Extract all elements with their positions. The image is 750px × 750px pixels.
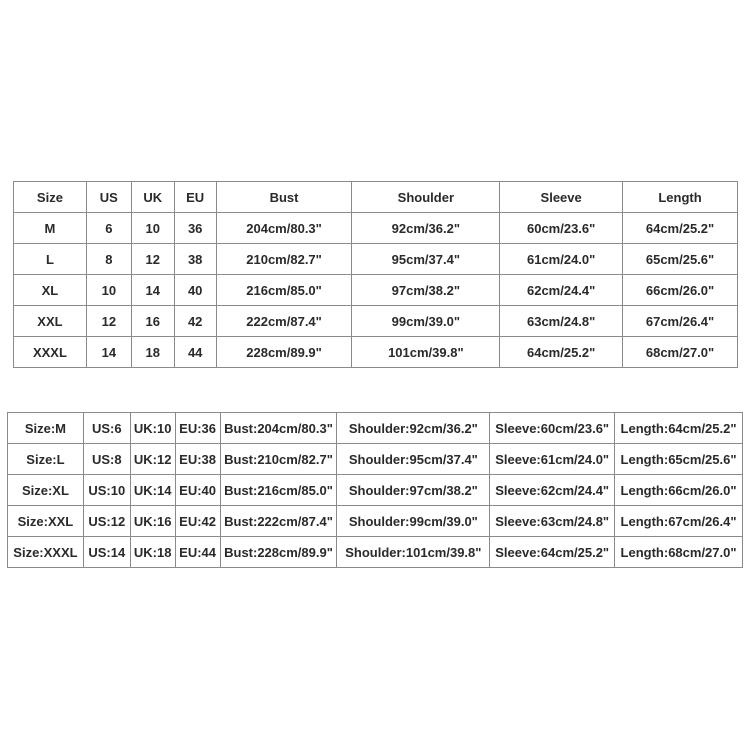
table-cell: Size:L: [8, 444, 84, 475]
table-cell: 18: [131, 337, 174, 368]
header-cell: Size: [14, 182, 87, 213]
table-cell: 6: [86, 213, 131, 244]
table-cell: 95cm/37.4": [352, 244, 500, 275]
table-cell: UK:14: [130, 475, 175, 506]
table-cell: Bust:228cm/89.9": [220, 537, 337, 568]
table-cell: 92cm/36.2": [352, 213, 500, 244]
table-cell: UK:18: [130, 537, 175, 568]
table-cell: Shoulder:92cm/36.2": [337, 413, 490, 444]
table-cell: Sleeve:62cm/24.4": [490, 475, 615, 506]
table-cell: 12: [131, 244, 174, 275]
labeled-size-table: [7, 412, 743, 568]
table-cell: 64cm/25.2": [623, 213, 738, 244]
table-cell: Length:65cm/25.6": [615, 444, 743, 475]
table-cell: 14: [131, 275, 174, 306]
table-cell: 101cm/39.8": [352, 337, 500, 368]
table-cell: 36: [174, 213, 216, 244]
table-cell: 10: [86, 275, 131, 306]
table-cell: Size:XXL: [8, 506, 84, 537]
table-cell: 204cm/80.3": [216, 213, 352, 244]
table-cell: XXXL: [14, 337, 87, 368]
table-cell: Size:M: [8, 413, 84, 444]
table-cell: Sleeve:61cm/24.0": [490, 444, 615, 475]
table-row: [8, 506, 743, 537]
table-cell: 67cm/26.4": [623, 306, 738, 337]
table-cell: Shoulder:99cm/39.0": [337, 506, 490, 537]
header-cell: Shoulder: [352, 182, 500, 213]
table-cell: US:6: [83, 413, 130, 444]
table-row: [8, 444, 743, 475]
table-cell: EU:38: [175, 444, 220, 475]
table-cell: Shoulder:101cm/39.8": [337, 537, 490, 568]
table-cell: US:8: [83, 444, 130, 475]
table-cell: 62cm/24.4": [500, 275, 623, 306]
table-cell: 61cm/24.0": [500, 244, 623, 275]
header-cell: Bust: [216, 182, 352, 213]
table-cell: Length:66cm/26.0": [615, 475, 743, 506]
table-cell: Shoulder:97cm/38.2": [337, 475, 490, 506]
table-cell: Bust:204cm/80.3": [220, 413, 337, 444]
table-cell: 68cm/27.0": [623, 337, 738, 368]
table-cell: Length:67cm/26.4": [615, 506, 743, 537]
table-cell: UK:12: [130, 444, 175, 475]
size-chart-table: [13, 181, 738, 368]
table-cell: EU:40: [175, 475, 220, 506]
table-cell: Sleeve:60cm/23.6": [490, 413, 615, 444]
table-cell: 8: [86, 244, 131, 275]
table-row: [14, 213, 738, 244]
table-cell: 64cm/25.2": [500, 337, 623, 368]
table-cell: Size:XL: [8, 475, 84, 506]
header-cell: US: [86, 182, 131, 213]
table-cell: Shoulder:95cm/37.4": [337, 444, 490, 475]
table-cell: Sleeve:64cm/25.2": [490, 537, 615, 568]
table-cell: L: [14, 244, 87, 275]
table-cell: 210cm/82.7": [216, 244, 352, 275]
table-cell: Bust:216cm/85.0": [220, 475, 337, 506]
table-row: [14, 244, 738, 275]
table-cell: 10: [131, 213, 174, 244]
table-row: [8, 537, 743, 568]
table-cell: UK:10: [130, 413, 175, 444]
header-cell: UK: [131, 182, 174, 213]
header-cell: EU: [174, 182, 216, 213]
table-cell: 65cm/25.6": [623, 244, 738, 275]
table-cell: 12: [86, 306, 131, 337]
table-cell: Length:68cm/27.0": [615, 537, 743, 568]
table-row: [14, 306, 738, 337]
table-cell: Sleeve:63cm/24.8": [490, 506, 615, 537]
table-cell: EU:42: [175, 506, 220, 537]
table-cell: US:12: [83, 506, 130, 537]
table-cell: M: [14, 213, 87, 244]
table-cell: 222cm/87.4": [216, 306, 352, 337]
table-cell: US:14: [83, 537, 130, 568]
table-cell: EU:44: [175, 537, 220, 568]
table-cell: 63cm/24.8": [500, 306, 623, 337]
table-cell: 16: [131, 306, 174, 337]
table-cell: 66cm/26.0": [623, 275, 738, 306]
header-cell: Sleeve: [500, 182, 623, 213]
table-cell: Bust:210cm/82.7": [220, 444, 337, 475]
table-row: [8, 413, 743, 444]
header-row: [14, 182, 738, 213]
table-cell: US:10: [83, 475, 130, 506]
header-cell: Length: [623, 182, 738, 213]
table-cell: 228cm/89.9": [216, 337, 352, 368]
table-cell: 216cm/85.0": [216, 275, 352, 306]
table-cell: XXL: [14, 306, 87, 337]
table-cell: Size:XXXL: [8, 537, 84, 568]
table-cell: 38: [174, 244, 216, 275]
table-cell: Length:64cm/25.2": [615, 413, 743, 444]
table-row: [14, 275, 738, 306]
table-cell: Bust:222cm/87.4": [220, 506, 337, 537]
table-cell: 97cm/38.2": [352, 275, 500, 306]
table-cell: 99cm/39.0": [352, 306, 500, 337]
table-cell: 44: [174, 337, 216, 368]
table-cell: XL: [14, 275, 87, 306]
table-cell: UK:16: [130, 506, 175, 537]
table-cell: 60cm/23.6": [500, 213, 623, 244]
table-cell: 42: [174, 306, 216, 337]
table-cell: 40: [174, 275, 216, 306]
table-row: [14, 337, 738, 368]
table-row: [8, 475, 743, 506]
table-cell: 14: [86, 337, 131, 368]
table-cell: EU:36: [175, 413, 220, 444]
